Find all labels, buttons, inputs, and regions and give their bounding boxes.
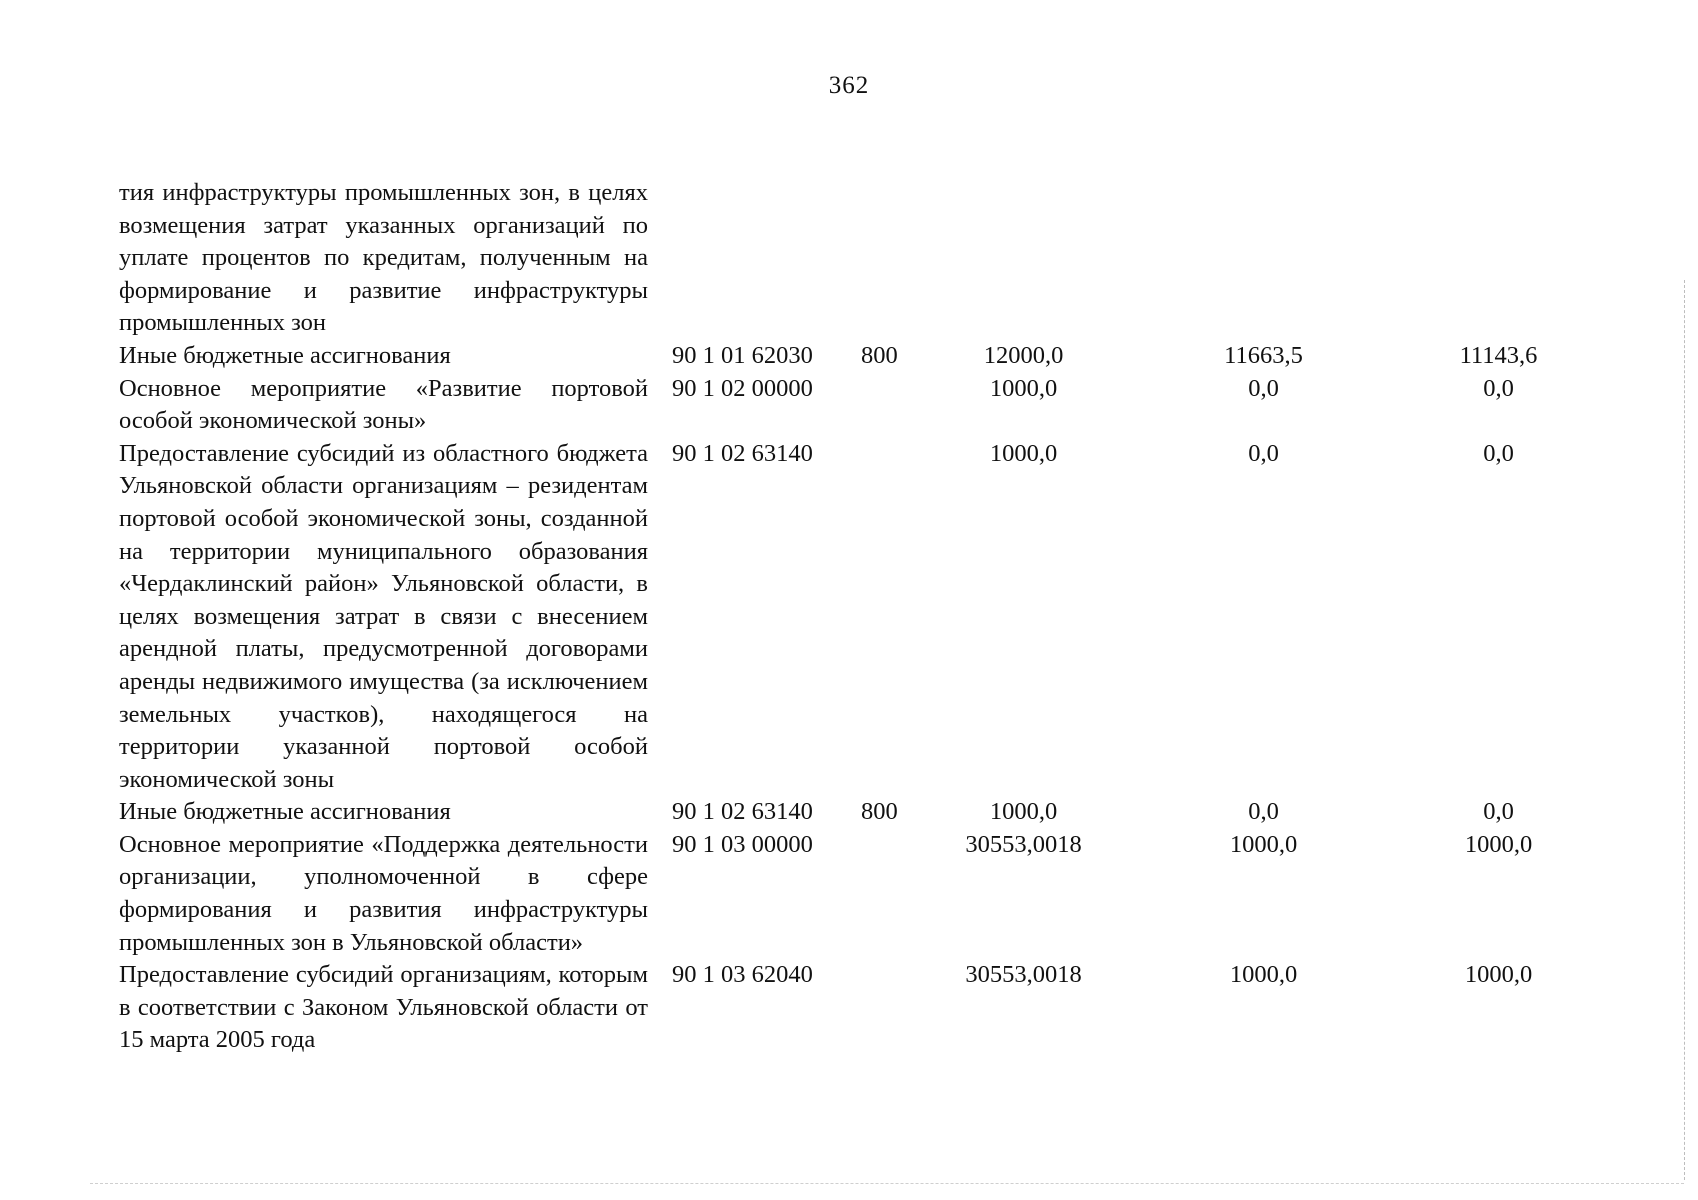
row-name: Предоставление субсидий организациям, которым в соответствии с Законом Ульяновской области от 15 марта 2005 года <box>119 961 648 1054</box>
row-csr-code: 90 1 01 62030 <box>672 341 813 369</box>
row-csr-code: 90 1 02 00000 <box>672 374 813 402</box>
row-csr-code: 90 1 02 63140 <box>672 798 813 826</box>
table-row <box>119 177 1539 340</box>
table-row <box>119 438 1539 797</box>
row-name: Предоставление субсидий из областного бюджета Ульяновской области организациям – резидентам портовой особой экономической зоны, созданной на территории муниципального образования «Чердаклинский район» Ульяновской области, в целях возмещения затрат в связи с внесением арендной платы, предусмотренной договорами аренды недвижимого имущества (за исключением земельных участков), находящегося на территории указанной портовой особой экономической зоны <box>119 439 648 793</box>
row-value-3: 11143,6 <box>1459 341 1538 369</box>
table-row <box>119 340 1539 373</box>
scan-edge-line <box>1684 280 1686 1180</box>
row-value-3: 0,0 <box>1483 439 1514 467</box>
table-row <box>119 373 1539 438</box>
row-csr-code: 90 1 03 00000 <box>672 830 813 858</box>
row-value-1: 1000,0 <box>989 374 1058 402</box>
row-value-2: 1000,0 <box>1229 961 1298 989</box>
row-value-1: 12000,0 <box>983 341 1064 369</box>
row-value-2: 0,0 <box>1248 374 1279 402</box>
scan-bottom-line <box>90 1183 1684 1185</box>
row-value-2: 1000,0 <box>1229 830 1298 858</box>
row-value-1: 1000,0 <box>989 439 1058 467</box>
row-value-1: 1000,0 <box>989 798 1058 826</box>
row-value-3: 1000,0 <box>1464 961 1533 989</box>
row-value-2: 0,0 <box>1248 439 1279 467</box>
row-name: Иные бюджетные ассигнования <box>119 798 451 826</box>
row-value-3: 0,0 <box>1483 798 1514 826</box>
table-row <box>119 959 1539 1057</box>
row-csr-code: 90 1 02 63140 <box>672 439 813 467</box>
row-name: тия инфраструктуры промышленных зон, в целях возмещения затрат указанных организаций по уплате процентов по кредитам, полученным на формирование и развитие инфраструктуры промышленных зон <box>119 179 648 337</box>
row-vr-code: 800 <box>861 798 898 826</box>
row-name: Основное мероприятие «Поддержка деятельности организации, уполномоченной в сфере формирования и развития инфраструктуры промышленных зон в Ульяновской области» <box>119 830 648 956</box>
row-value-3: 1000,0 <box>1464 830 1533 858</box>
budget-table <box>119 177 1539 1057</box>
row-value-1: 30553,0018 <box>965 830 1082 858</box>
row-csr-code: 90 1 03 62040 <box>672 961 813 989</box>
row-value-2: 11663,5 <box>1224 341 1303 369</box>
page-number: 362 <box>828 72 870 99</box>
row-value-2: 0,0 <box>1248 798 1279 826</box>
row-vr-code: 800 <box>861 341 898 369</box>
row-value-1: 30553,0018 <box>965 961 1082 989</box>
table-row <box>119 829 1539 959</box>
row-name: Иные бюджетные ассигнования <box>119 341 451 369</box>
row-name: Основное мероприятие «Развитие портовой особой экономической зоны» <box>119 374 648 435</box>
table-row <box>119 796 1539 829</box>
row-value-3: 0,0 <box>1483 374 1514 402</box>
